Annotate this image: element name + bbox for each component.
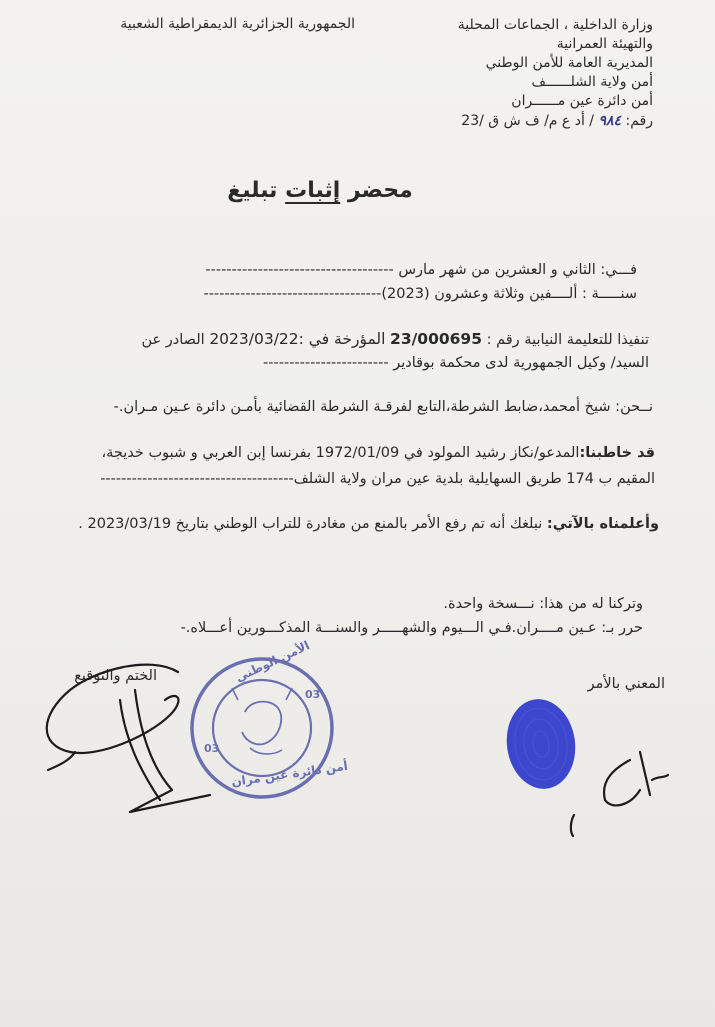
closing-line-2: حرر بـ: عـين مــــران.فـي الـــيوم والشهـــــر والسنـــة المذكـــورين أعـــلاه.- [180,620,643,636]
officer-line: نــحن: شيخ أمحمد،ضابط الشرطة،التابع لفرقـة الشرطة القضائية بأمـن دائرة عـين مـران.- [113,399,653,415]
notice-text: نبلغك أنه تم رفع الأمر بالمنع من مغادرة للتراب الوطني بتاريخ 2023/03/19 . [78,516,543,532]
stamp-text [204,637,349,789]
officer-signature [47,665,210,812]
concerned-party-label: المعني بالأمر [587,676,665,692]
title-part-2: إثبات [285,178,341,203]
notice-label: وأعلمناه بالآتي: [546,516,659,532]
reference-number: ٩٨٤ [598,113,622,129]
instruction-text-c: الصادر عن [141,332,205,348]
stamp-top-text: الأمن الوطني [233,638,312,685]
stamp-signature-label: الختم والتوقيع [74,668,157,684]
title-part-1: محضر [347,178,413,203]
ministry-line: أمن دائرة عين مــــــران [511,93,653,109]
ministry-line: والتهيئة العمرانية [556,36,653,52]
ministry-line: المديرية العامة للأمن الوطني [485,55,653,71]
instruction-date: المؤرخة في :2023/03/22 [209,330,386,348]
date-line-year: سنـــــة : ألــــفين وثلاثة وعشرون (2023)---------------------------------- [203,286,637,302]
instruction-number: 23/000695 [390,330,482,348]
closing-line-1: وتركنا له من هذا: نـــسخة واحدة. [443,596,643,612]
republic-header: الجمهورية الجزائرية الديمقراطية الشعبية [120,16,355,32]
stamp-bottom-text: أمن دائرة عين مران [230,758,349,789]
instruction-line-2: السيد/ وكيل الجمهورية لدى محكمة بوقادير ------------------------ [263,355,649,371]
concerned-signature [571,752,668,836]
date-line-day: فـــي: الثاني و العشرين من شهر مارس ------------------------------------ [205,262,637,278]
title-part-3: تبليغ [227,178,278,203]
reference-label: رقم: [625,113,653,129]
fingerprint [501,695,581,794]
stamp-code-right: 03 [305,688,321,701]
reference-suffix: / أد ع م/ ف ش ق /23 [461,113,595,129]
addressee-label: قد خاطبنا: [579,445,655,461]
ministry-line: وزارة الداخلية ، الجماعات المحلية [457,17,653,33]
stamp-code-left: 03 [204,742,220,755]
ministry-line: أمن ولاية الشلــــــف [531,74,653,90]
instruction-text-a: تنفيذا للتعليمة النيابية رقم : [486,332,649,348]
addressee-details: المدعو/نكاز رشيد المولود في 1972/01/09 بفرنسا إبن العربي و شبوب خديجة، [101,445,580,461]
addressee-line-2: المقيم ب 174 طريق السهايلية بلدية عين مران ولاية الشلف------------------------------------- [100,471,655,487]
